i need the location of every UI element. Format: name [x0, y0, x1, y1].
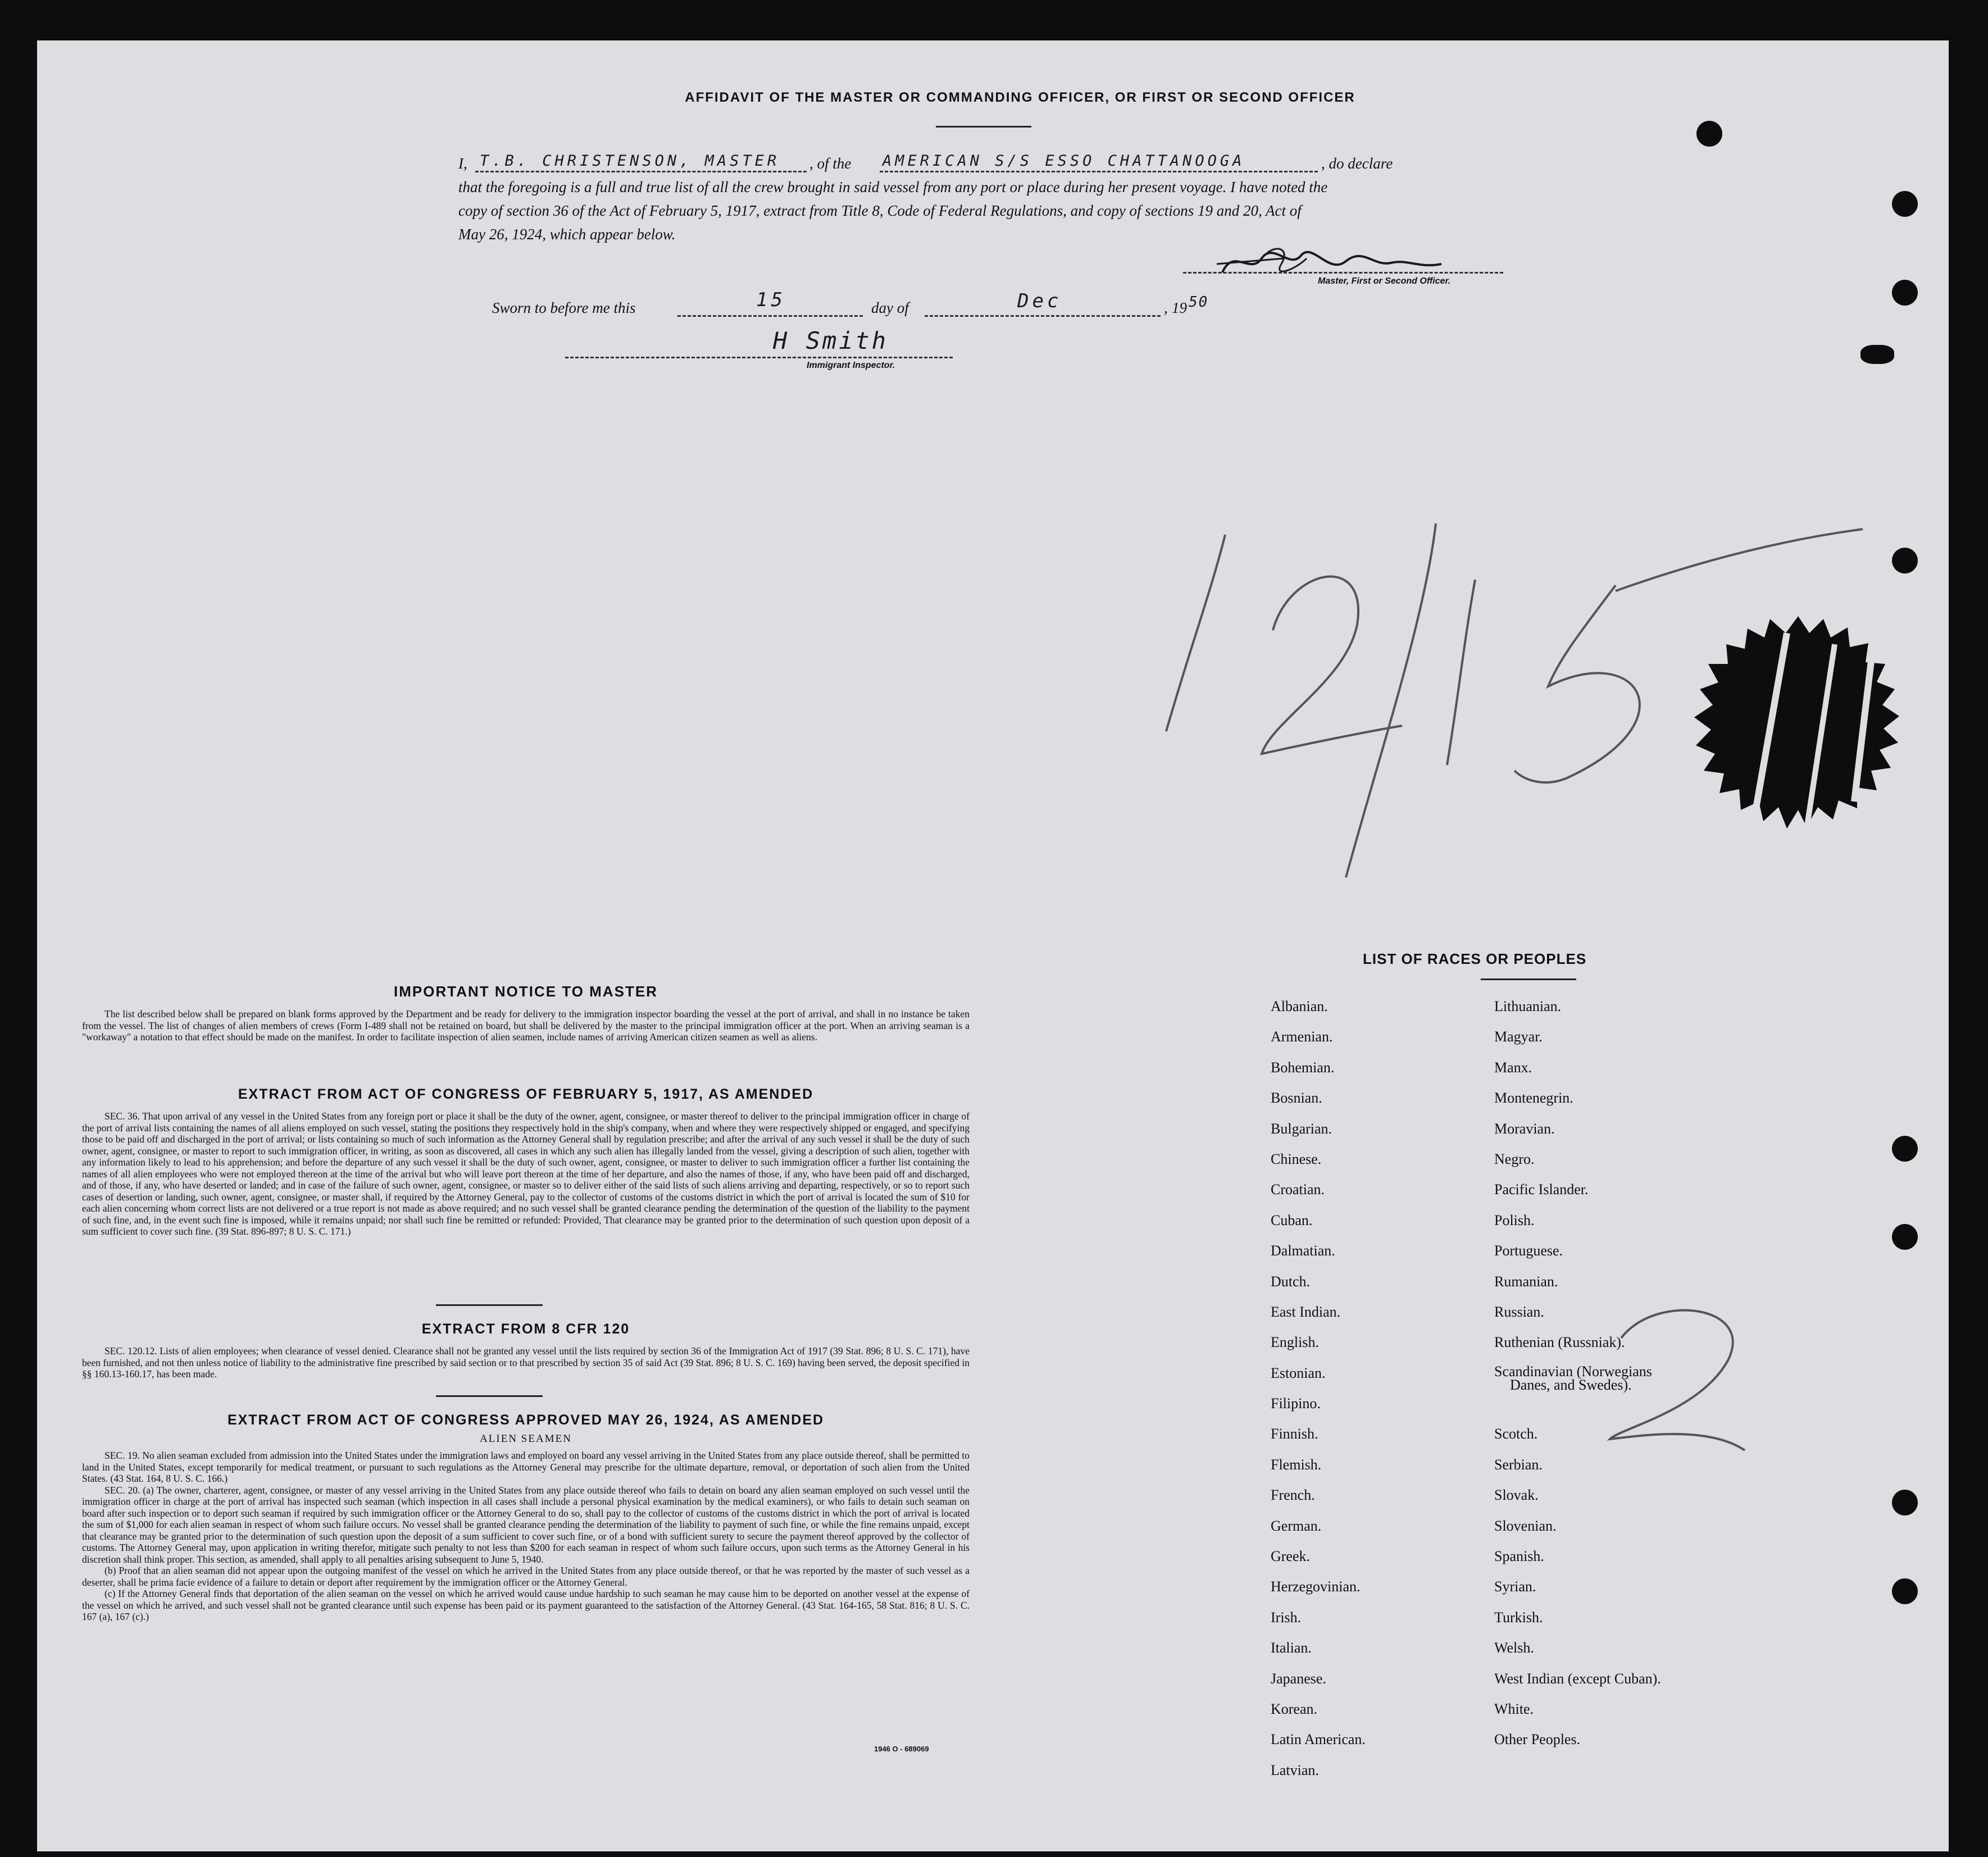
punch-hole: [1860, 345, 1894, 364]
extract-1917: [82, 1086, 970, 1237]
vessel-name-line: [880, 171, 1318, 172]
race-item: Croatian.: [1271, 1181, 1325, 1198]
race-item: Polish.: [1494, 1212, 1535, 1228]
race-item: Latvian.: [1271, 1762, 1319, 1778]
race-item: Latin American.: [1271, 1731, 1366, 1748]
race-item: English.: [1271, 1334, 1319, 1351]
punch-hole: [1696, 121, 1722, 147]
divider-2: [436, 1395, 543, 1397]
divider-1: [436, 1304, 543, 1306]
race-item: Filipino.: [1271, 1395, 1321, 1412]
extract-1924-subtitle: ALIEN SEAMEN: [480, 1433, 572, 1445]
race-item: Scotch.: [1494, 1426, 1538, 1442]
seal: [1686, 611, 1910, 835]
race-item: Finnish.: [1271, 1426, 1318, 1442]
year-suffix: 50: [1189, 294, 1209, 311]
punch-hole: [1892, 1136, 1918, 1162]
race-item: Cuban.: [1271, 1212, 1313, 1228]
race-item: Irish.: [1271, 1609, 1302, 1626]
inspector-caption: Immigrant Inspector.: [807, 361, 895, 370]
extract-cfr-body: SEC. 120.12. Lists of alien employees; when clearance of vessel denied. Clearance shall not be granted any vessel until the lists required by section 36 of the Immigration Act of 1917 (39 Stat. 896; 8 U. S. C. 171), have been furnished, and not then unless notice of liability to the administrative fine prescribed by said section or to that prescribed by section 35 of said Act (39 Stat. 896; 8 U. S. C. 169) having been served, the deposit specified in §§ 160.13-160.17, has been made.: [82, 1345, 970, 1380]
race-item: French.: [1271, 1487, 1315, 1504]
punch-hole: [1892, 1578, 1918, 1604]
master-signature-line: [1183, 272, 1503, 274]
inspector-signature-line: [565, 357, 953, 358]
notice-body: The list described below shall be prepared on blank forms approved by the Department and be ready for delivery to the immigration inspector boarding the vessel at the port of arrival, and shall in no instance be taken from the vessel. The list of changes of alien members of crews (Form I-489 shall not be retained on board, but shall be delivered by the master to the principal immigration officer at the port. When an arriving seaman is a "workaway" a notation to that effect should be made on the manifest. In order to facilitate inspection of alien seamen, include names of arriving American citizen seamen as well as aliens.: [82, 1008, 970, 1043]
declaration-line-3: copy of section 36 of the Act of February 5, 1917, extract from Title 8, Code of Federal Regulations, and copy of sections 19 and 20, Act of: [458, 202, 1302, 219]
race-item: Bulgarian.: [1271, 1120, 1332, 1137]
master-name-line: [475, 171, 807, 172]
punch-hole: [1892, 280, 1918, 306]
race-item: Magyar.: [1494, 1028, 1543, 1045]
race-item: Rumanian.: [1494, 1273, 1558, 1290]
sworn-line: Sworn to before me this 15 day of Dec , 19 50: [492, 296, 1222, 324]
race-item: Syrian.: [1494, 1578, 1536, 1595]
race-item: Turkish.: [1494, 1609, 1543, 1626]
inspector-signature: H Smith: [773, 327, 889, 354]
extract-1917-title: EXTRACT FROM ACT OF CONGRESS OF FEBRUARY 5, 1917, AS AMENDED: [238, 1086, 814, 1102]
notice-title: IMPORTANT NOTICE TO MASTER: [394, 983, 658, 1000]
document-page: [37, 40, 1949, 1851]
declaration: [458, 152, 1559, 246]
race-item: Spanish.: [1494, 1548, 1544, 1565]
print-code: 1946 O - 689069: [874, 1745, 929, 1753]
race-item: Dalmatian.: [1271, 1242, 1335, 1259]
race-item: Chinese.: [1271, 1150, 1322, 1167]
race-item: Danes, and Swedes).: [1510, 1376, 1632, 1393]
year-prefix: 19: [1172, 299, 1187, 316]
race-item: Montenegrin.: [1494, 1090, 1573, 1107]
sworn-day: 15: [756, 289, 786, 311]
race-item: Greek.: [1271, 1548, 1311, 1565]
seal-shape: [1686, 611, 1910, 835]
race-item: Lithuanian.: [1494, 998, 1562, 1014]
race-item: Manx.: [1494, 1059, 1532, 1076]
race-item: Portuguese.: [1494, 1242, 1563, 1259]
punch-hole: [1892, 1224, 1918, 1250]
sworn-month: Dec: [1017, 290, 1062, 312]
vessel-name: AMERICAN S/S ESSO CHATTANOOGA: [882, 152, 1245, 170]
races-title-divider: [1481, 978, 1576, 980]
race-item: West Indian (except Cuban).: [1494, 1670, 1661, 1687]
race-item: Pacific Islander.: [1494, 1181, 1589, 1198]
race-item: East Indian.: [1271, 1303, 1341, 1320]
race-item: Armenian.: [1271, 1028, 1333, 1045]
punch-hole: [1892, 1490, 1918, 1515]
extract-cfr-title: EXTRACT FROM 8 CFR 120: [421, 1321, 630, 1337]
title-divider: [936, 126, 1031, 128]
races-title: LIST OF RACES OR PEOPLES: [1363, 950, 1587, 967]
extract-1917-body: SEC. 36. That upon arrival of any vessel in the United States from any foreign port or place it shall be the duty of the owner, agent, consignee, or master thereof to deliver to the principal immigration officer in charge of the port of arrival lists containing the names of all aliens employed on such vessel, stating the positions they respectively hold in the ship's company, when and where they were respectively shipped or engaged, and specifying those to be paid off and discharged in the port of arrival; or lists containing so much of such information as the Attorney General shall by regulation prescribe; and after the arrival of any such vessel it shall be the duty of such owner, agent, consignee, or master to report to such immigration officer, in writing, as soon as discovered, all cases in which any such alien has illegally landed from the vessel, giving a description of such alien, together with any information likely to lead to his apprehension; and before the departure of any such vessel it shall be the duty of such owner, agent, consignee, or master to deliver to such immigration officer a further list containing the names of all alien employees who were not employed thereon at the time of the arrival but who will leave port thereon at the time of her departure, and also the names of those, if any, who have been paid off and discharged, and of those, if any, who have deserted or landed; and in case of the failure of such owner, agent, consignee, or master so to deliver either of the said lists of such aliens arriving and departing, respectively, or so to report such cases of desertion or landing, such owner, agent, consignee, or master shall, if required by the Attorney General, pay to the collector of customs of the customs district in which the port of arrival is located the sum of $10 for each alien concerning whom correct lists are not delivered or a true report is not made as above required; and no such vessel shall be granted clearance pending the determination of the question of the liability to the payment of such fine, and, in the event such fine is imposed, while it remains unpaid; nor shall such fine be remitted or refunded: Provided, That clearance may be granted prior to the determination of such question upon deposit of a sum sufficient to cover such fine. (39 Stat. 896-897; 8 U. S. C. 171.): [82, 1110, 970, 1237]
race-item: Italian.: [1271, 1640, 1312, 1656]
punch-hole: [1892, 548, 1918, 574]
extract-1924-body: SEC. 19. No alien seaman excluded from admission into the United States under the immigration laws and employed on board any vessel arriving in the United States from any place outside thereof, shall be permitted to land in the United States, except temporarily for medical treatment, or pursuant to such regulations as the Attorney General may prescribe for the ultimate departure, removal, or deportation of such alien from the United States. (43 Stat. 164, 8 U. S. C. 166.) SEC. 20. (a) The owner, charterer, agent, consignee, or master of any vessel arriving in the United States from any place outside thereof who fails to detain on board any alien seaman employed on such vessel until the immigration officer in charge at the port of arrival has inspected such seaman (which inspection in all cases shall include a personal physical examination by the medical examiners), or who fails to detain such seaman on board after such inspection or to deport such seaman if required by such immigration officer or the Attorney General to do so, shall pay to the collector of customs of the customs district in which the port of arrival is located the sum of $1,000 for each alien seaman in respect of whom such failure occurs. No vessel shall be granted clearance pending the determination of the liability to payment of such fine, or while the fine remains unpaid, except that clearance may be granted prior to the determination of such question upon the deposit of a sum sufficient to cover such fine, or of a bond with sufficient surety to secure the payment thereof approved by the collector of customs. The Attorney General may, upon application in writing therefor, mitigate such penalty to not less than $200 for each seaman in respect of whom such failure occurs, upon such terms as the Attorney General in his discretion shall think proper. This section, as amended, shall apply to all penalties arising subsequent to June 5, 1940. (b) Proof that an alien seaman did not appear upon the outgoing manifest of the vessel on which he arrived in the United States from any place outside thereof, or that he was reported by the master of such vessel as a deserter, shall be prima facie evidence of a failure to detain or deport after requirement by the immigration officer or the Attorney General. (c) If the Attorney General finds that deportation of the alien seaman on the vessel on which he arrived would cause undue hardship to such seaman he may cause him to be deported on another vessel at the expense of the vessel on which he arrived, and such vessel shall not be granted clearance until such expense has been paid or its payment guaranteed to the satisfaction of the Attorney General. (43 Stat. 164-165, 58 Stat. 816; 8 U. S. C. 167 (a), 167 (c).): [82, 1450, 970, 1622]
extract-1924: [82, 1412, 970, 1623]
race-item: Albanian.: [1271, 998, 1328, 1014]
race-item: Ruthenian (Russniak).: [1494, 1334, 1625, 1351]
race-item: Other Peoples.: [1494, 1731, 1581, 1748]
race-item: Dutch.: [1271, 1273, 1311, 1290]
race-item: Serbian.: [1494, 1456, 1543, 1473]
declaration-line-4: May 26, 1924, which appear below.: [458, 226, 676, 243]
race-item: Estonian.: [1271, 1364, 1326, 1381]
affidavit-title: AFFIDAVIT OF THE MASTER OR COMMANDING OFFICER, OR FIRST OR SECOND OFFICER: [685, 90, 1355, 105]
race-item: German.: [1271, 1517, 1322, 1534]
race-item: Negro.: [1494, 1150, 1535, 1167]
race-item: Welsh.: [1494, 1640, 1534, 1656]
race-item: Bosnian.: [1271, 1090, 1322, 1107]
extract-1924-title: EXTRACT FROM ACT OF CONGRESS APPROVED MAY 26, 1924, AS AMENDED: [227, 1412, 825, 1428]
master-name: T.B. CHRISTENSON, MASTER: [480, 152, 780, 170]
race-item: Herzegovinian.: [1271, 1578, 1361, 1595]
race-item: Scandinavian (Norwegians: [1494, 1363, 1652, 1380]
race-item: Bohemian.: [1271, 1059, 1335, 1076]
extract-cfr: [82, 1321, 970, 1380]
race-item: Moravian.: [1494, 1120, 1555, 1137]
notice-section: [82, 983, 970, 1043]
races-right-column: [1494, 998, 1809, 1762]
race-item: Flemish.: [1271, 1456, 1322, 1473]
race-item: Korean.: [1271, 1700, 1318, 1717]
race-item: White.: [1494, 1701, 1534, 1717]
race-item: Russian.: [1494, 1303, 1544, 1320]
punch-hole: [1892, 191, 1918, 217]
master-signature-caption: Master, First or Second Officer.: [1318, 276, 1451, 286]
races-left-column: [1271, 998, 1484, 1792]
declaration-line-1: I, T.B. CHRISTENSON, MASTER , of the AMERICAN S/S ESSO CHATTANOOGA , do declare: [458, 152, 1559, 175]
race-item: Slovenian.: [1494, 1517, 1557, 1534]
race-item: Slovak.: [1494, 1487, 1539, 1504]
race-item: Japanese.: [1271, 1670, 1326, 1687]
declaration-line-2: that the foregoing is a full and true list of all the crew brought in said vessel from any port or place during her present voyage. I have noted the: [458, 179, 1328, 195]
